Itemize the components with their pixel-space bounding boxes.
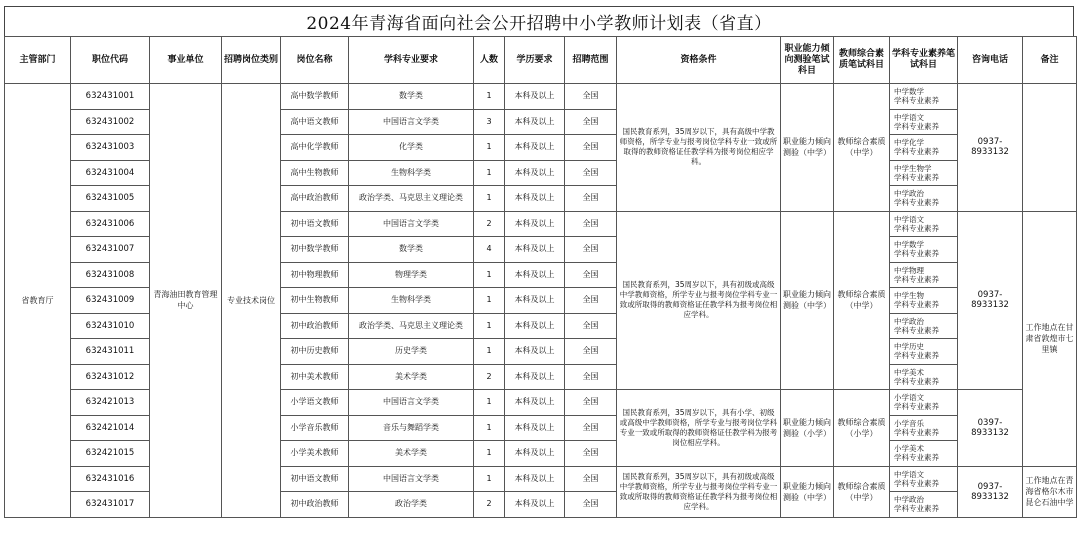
post-name: 初中数学教师	[281, 237, 349, 263]
unit-cell: 青海油田教育管理中心	[150, 84, 222, 518]
head-count: 1	[474, 466, 505, 492]
qualification-cell: 国民教育系列，35周岁以下，具有初级或高级中学教师资格，所学专业与报考岗位学科专业一致或所取得的教师资格证任教学科为报考岗位相应学科。	[617, 211, 781, 390]
subject-test-line: 小学语文	[894, 393, 924, 403]
subject-test-lines	[892, 342, 955, 360]
position-code: 632431001	[71, 84, 150, 110]
subject-test-line: 学科专业素养	[894, 427, 939, 437]
qualification-cell: 国民教育系列，35周岁以下，具有初级或高级中学教师资格，所学专业与报考岗位学科专业一致或所取得的教师资格证任教学科为报考岗位相应学科。	[617, 466, 781, 517]
qualification-cell: 国民教育系列，35周岁以下，具有高级中学教师资格，所学专业与报考岗位学科专业一致或所取得的教师资格证任教学科为报考岗位相应学科。	[617, 84, 781, 212]
head-count: 1	[474, 313, 505, 339]
position-code: 632431010	[71, 313, 150, 339]
subject-test-line: 学科专业素养	[894, 453, 939, 463]
post-name: 初中政治教师	[281, 313, 349, 339]
subject-test-line: 中学政治	[894, 495, 924, 505]
recruit-scope: 全国	[565, 492, 617, 518]
position-code: 632421013	[71, 390, 150, 416]
subject-test-line: 中学物理	[894, 265, 924, 275]
subject-test-line: 中学美术	[894, 367, 924, 377]
head-count: 1	[474, 262, 505, 288]
subject-test-line: 中学政治	[894, 189, 924, 199]
post-name: 高中生物教师	[281, 160, 349, 186]
position-code: 632431011	[71, 339, 150, 365]
subject-test-lines	[892, 240, 955, 258]
subject-test-cell	[890, 339, 958, 365]
recruit-scope: 全国	[565, 84, 617, 110]
subject-test-lines	[892, 393, 955, 411]
subject-test-line: 学科专业素养	[894, 504, 939, 514]
position-code: 632431002	[71, 109, 150, 135]
education-requirement: 本科及以上	[505, 415, 565, 441]
table-row	[5, 84, 1077, 110]
major-requirement: 美术学类	[349, 441, 474, 467]
subject-test-line: 中学化学	[894, 138, 924, 148]
subject-test-lines	[892, 419, 955, 437]
header-test1: 职业能力倾向测验笔试科目	[781, 37, 834, 84]
subject-test-cell	[890, 211, 958, 237]
major-requirement: 中国语言文学类	[349, 109, 474, 135]
major-requirement: 化学类	[349, 135, 474, 161]
post-name: 初中语文教师	[281, 211, 349, 237]
aptitude-test-cell: 职业能力倾向测验（中学）	[781, 211, 834, 390]
subject-test-cell	[890, 364, 958, 390]
head-count: 1	[474, 441, 505, 467]
subject-test-cell	[890, 441, 958, 467]
position-code: 632431008	[71, 262, 150, 288]
subject-test-line: 中学数学	[894, 87, 924, 97]
position-code: 632431005	[71, 186, 150, 212]
position-code: 632421014	[71, 415, 150, 441]
major-requirement: 数学类	[349, 237, 474, 263]
head-count: 2	[474, 364, 505, 390]
subject-test-cell	[890, 109, 958, 135]
position-code: 632431006	[71, 211, 150, 237]
head-count: 1	[474, 160, 505, 186]
recruit-scope: 全国	[565, 415, 617, 441]
recruitment-plan-table	[4, 36, 1077, 518]
major-requirement: 政治学类	[349, 492, 474, 518]
subject-test-cell	[890, 84, 958, 110]
major-requirement: 历史学类	[349, 339, 474, 365]
education-requirement: 本科及以上	[505, 135, 565, 161]
subject-test-line: 学科专业素养	[894, 274, 939, 284]
position-code: 632431004	[71, 160, 150, 186]
subject-test-cell	[890, 160, 958, 186]
recruit-scope: 全国	[565, 211, 617, 237]
post-name: 小学语文教师	[281, 390, 349, 416]
head-count: 1	[474, 84, 505, 110]
header-test3: 学科专业素养笔试科目	[890, 37, 958, 84]
phone-cell: 0937-8933132	[958, 84, 1023, 212]
header-row	[5, 37, 1077, 84]
subject-test-lines	[892, 87, 955, 105]
subject-test-cell	[890, 186, 958, 212]
major-requirement: 生物科学类	[349, 288, 474, 314]
teacher-quality-test-cell: 教师综合素质（中学）	[834, 211, 890, 390]
subject-test-line: 中学生物	[894, 291, 924, 301]
education-requirement: 本科及以上	[505, 364, 565, 390]
header-edu: 学历要求	[505, 37, 565, 84]
recruit-scope: 全国	[565, 441, 617, 467]
note-cell: 工作地点在青海省格尔木市昆仑石油中学	[1023, 466, 1077, 517]
post-name: 初中生物教师	[281, 288, 349, 314]
subject-test-line: 学科专业素养	[894, 325, 939, 335]
post-name: 高中政治教师	[281, 186, 349, 212]
subject-test-lines	[892, 444, 955, 462]
major-requirement: 中国语言文学类	[349, 466, 474, 492]
subject-test-lines	[892, 495, 955, 513]
teacher-quality-test-cell: 教师综合素质（小学）	[834, 390, 890, 467]
subject-test-cell	[890, 466, 958, 492]
note-cell: 工作地点在甘肃省敦煌市七里镇	[1023, 211, 1077, 466]
subject-test-line: 学科专业素养	[894, 300, 939, 310]
subject-test-lines	[892, 291, 955, 309]
qualification-cell: 国民教育系列，35周岁以下，具有小学、初级或高级中学教师资格，所学专业与报考岗位学科专业一致或所取得的教师资格证任教学科为报考岗位相应学科。	[617, 390, 781, 467]
position-code: 632431009	[71, 288, 150, 314]
subject-test-cell	[890, 288, 958, 314]
head-count: 2	[474, 211, 505, 237]
major-requirement: 政治学类、马克思主义理论类	[349, 186, 474, 212]
recruit-scope: 全国	[565, 237, 617, 263]
head-count: 1	[474, 415, 505, 441]
post-name: 高中化学教师	[281, 135, 349, 161]
subject-test-cell	[890, 390, 958, 416]
education-requirement: 本科及以上	[505, 186, 565, 212]
recruit-scope: 全国	[565, 109, 617, 135]
note-cell	[1023, 84, 1077, 212]
subject-test-line: 中学语文	[894, 469, 924, 479]
header-num: 人数	[474, 37, 505, 84]
education-requirement: 本科及以上	[505, 466, 565, 492]
dept-cell: 省教育厅	[5, 84, 71, 518]
subject-test-cell	[890, 415, 958, 441]
position-code: 632431016	[71, 466, 150, 492]
education-requirement: 本科及以上	[505, 390, 565, 416]
subject-test-lines	[892, 138, 955, 156]
recruit-scope: 全国	[565, 466, 617, 492]
subject-test-line: 中学数学	[894, 240, 924, 250]
position-code: 632421015	[71, 441, 150, 467]
subject-test-line: 中学政治	[894, 316, 924, 326]
education-requirement: 本科及以上	[505, 313, 565, 339]
recruit-scope: 全国	[565, 160, 617, 186]
header-note: 备注	[1023, 37, 1077, 84]
position-code: 632431007	[71, 237, 150, 263]
major-requirement: 中国语言文学类	[349, 390, 474, 416]
aptitude-test-cell: 职业能力倾向测验（中学）	[781, 84, 834, 212]
major-requirement: 物理学类	[349, 262, 474, 288]
recruit-scope: 全国	[565, 364, 617, 390]
header-scope: 招聘范围	[565, 37, 617, 84]
recruit-scope: 全国	[565, 390, 617, 416]
subject-test-line: 学科专业素养	[894, 198, 939, 208]
post-name: 小学音乐教师	[281, 415, 349, 441]
aptitude-test-cell: 职业能力倾向测验（小学）	[781, 390, 834, 467]
header-test2: 教师综合素质笔试科目	[834, 37, 890, 84]
header-category: 招聘岗位类别	[222, 37, 281, 84]
education-requirement: 本科及以上	[505, 109, 565, 135]
subject-test-lines	[892, 113, 955, 131]
phone-cell: 0937-8933132	[958, 211, 1023, 390]
education-requirement: 本科及以上	[505, 262, 565, 288]
subject-test-line: 学科专业素养	[894, 402, 939, 412]
subject-test-line: 中学生物学	[894, 163, 932, 173]
position-code: 632431017	[71, 492, 150, 518]
subject-test-line: 中学语文	[894, 112, 924, 122]
post-name: 初中政治教师	[281, 492, 349, 518]
head-count: 1	[474, 339, 505, 365]
header-unit: 事业单位	[150, 37, 222, 84]
major-requirement: 美术学类	[349, 364, 474, 390]
subject-test-line: 学科专业素养	[894, 172, 939, 182]
recruit-scope: 全国	[565, 262, 617, 288]
subject-test-lines	[892, 317, 955, 335]
subject-test-cell	[890, 237, 958, 263]
subject-test-line: 学科专业素养	[894, 249, 939, 259]
recruit-scope: 全国	[565, 135, 617, 161]
header-post: 岗位名称	[281, 37, 349, 84]
subject-test-line: 小学音乐	[894, 418, 924, 428]
subject-test-lines	[892, 189, 955, 207]
head-count: 1	[474, 390, 505, 416]
subject-test-cell	[890, 313, 958, 339]
subject-test-cell	[890, 492, 958, 518]
post-name: 初中物理教师	[281, 262, 349, 288]
head-count: 1	[474, 135, 505, 161]
subject-test-line: 中学历史	[894, 342, 924, 352]
phone-cell: 0397-8933132	[958, 390, 1023, 467]
post-name: 小学美术教师	[281, 441, 349, 467]
teacher-quality-test-cell: 教师综合素质（中学）	[834, 466, 890, 517]
subject-test-cell	[890, 135, 958, 161]
major-requirement: 政治学类、马克思主义理论类	[349, 313, 474, 339]
subject-test-line: 学科专业素养	[894, 96, 939, 106]
subject-test-line: 小学美术	[894, 444, 924, 454]
subject-test-line: 学科专业素养	[894, 121, 939, 131]
post-name: 高中语文教师	[281, 109, 349, 135]
recruit-scope: 全国	[565, 339, 617, 365]
post-name: 初中语文教师	[281, 466, 349, 492]
subject-test-lines	[892, 470, 955, 488]
subject-test-cell	[890, 262, 958, 288]
head-count: 4	[474, 237, 505, 263]
recruit-scope: 全国	[565, 186, 617, 212]
major-requirement: 中国语言文学类	[349, 211, 474, 237]
document-title: 2024年青海省面向社会公开招聘中小学教师计划表（省直）	[4, 6, 1074, 36]
header-tel: 咨询电话	[958, 37, 1023, 84]
teacher-quality-test-cell: 教师综合素质（中学）	[834, 84, 890, 212]
header-qual: 资格条件	[617, 37, 781, 84]
phone-cell: 0937-8933132	[958, 466, 1023, 517]
post-name: 初中美术教师	[281, 364, 349, 390]
education-requirement: 本科及以上	[505, 211, 565, 237]
subject-test-line: 学科专业素养	[894, 478, 939, 488]
subject-test-line: 学科专业素养	[894, 147, 939, 157]
education-requirement: 本科及以上	[505, 288, 565, 314]
subject-test-line: 学科专业素养	[894, 376, 939, 386]
recruit-scope: 全国	[565, 288, 617, 314]
subject-test-lines	[892, 164, 955, 182]
header-major: 学科专业要求	[349, 37, 474, 84]
header-dept: 主管部门	[5, 37, 71, 84]
subject-test-lines	[892, 368, 955, 386]
position-code: 632431012	[71, 364, 150, 390]
education-requirement: 本科及以上	[505, 160, 565, 186]
head-count: 3	[474, 109, 505, 135]
head-count: 1	[474, 186, 505, 212]
subject-test-line: 学科专业素养	[894, 351, 939, 361]
subject-test-lines	[892, 215, 955, 233]
education-requirement: 本科及以上	[505, 237, 565, 263]
education-requirement: 本科及以上	[505, 84, 565, 110]
post-name: 高中数学教师	[281, 84, 349, 110]
subject-test-lines	[892, 266, 955, 284]
aptitude-test-cell: 职业能力倾向测验（中学）	[781, 466, 834, 517]
head-count: 1	[474, 288, 505, 314]
position-code: 632431003	[71, 135, 150, 161]
recruit-scope: 全国	[565, 313, 617, 339]
major-requirement: 生物科学类	[349, 160, 474, 186]
head-count: 2	[474, 492, 505, 518]
header-code: 职位代码	[71, 37, 150, 84]
post-name: 初中历史教师	[281, 339, 349, 365]
education-requirement: 本科及以上	[505, 339, 565, 365]
category-cell: 专业技术岗位	[222, 84, 281, 518]
subject-test-line: 中学语文	[894, 214, 924, 224]
education-requirement: 本科及以上	[505, 441, 565, 467]
major-requirement: 音乐与舞蹈学类	[349, 415, 474, 441]
major-requirement: 数学类	[349, 84, 474, 110]
education-requirement: 本科及以上	[505, 492, 565, 518]
subject-test-line: 学科专业素养	[894, 223, 939, 233]
